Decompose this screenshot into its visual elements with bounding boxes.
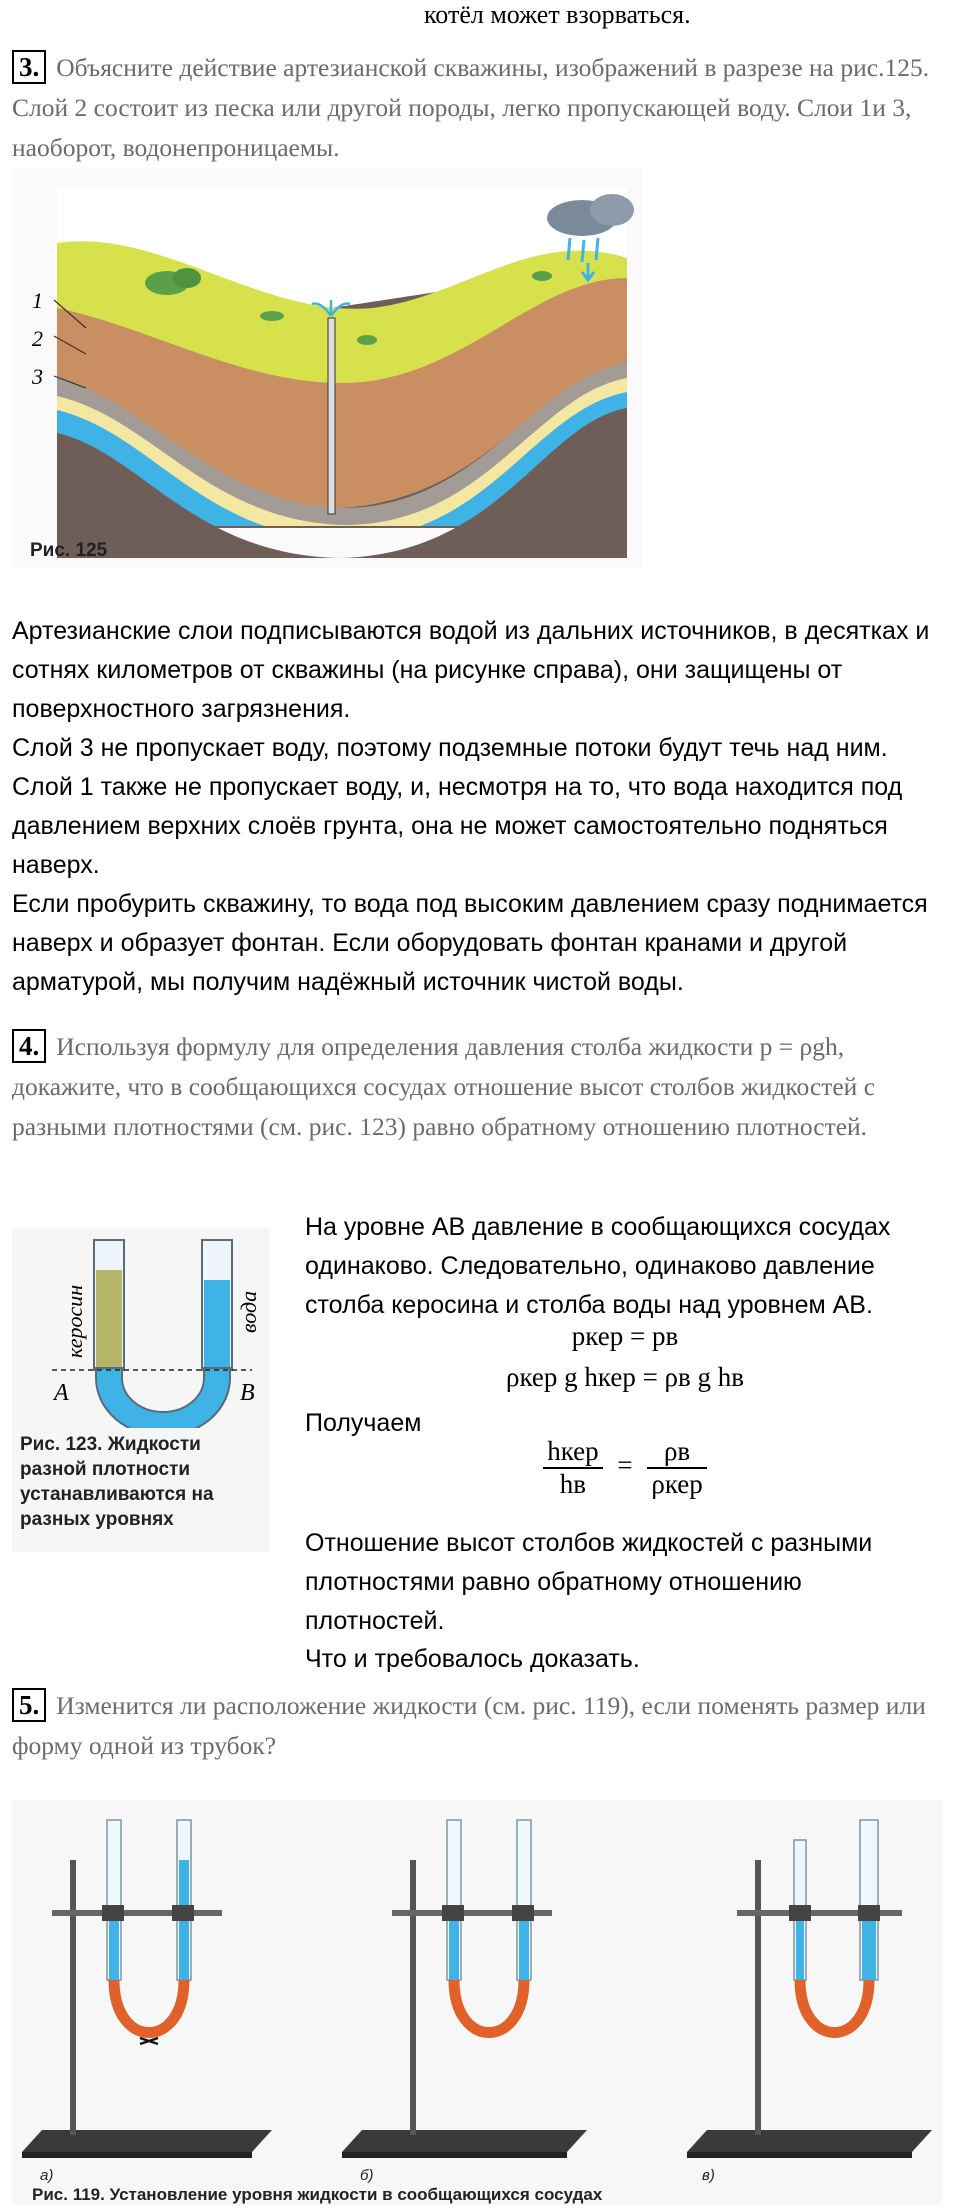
fraction-heights-denominator: hв	[559, 1469, 587, 1499]
artesian-well-diagram	[12, 168, 642, 568]
figure-119-caption: Рис. 119. Установление уровня жидкости в сообщающихся сосудах	[32, 2185, 603, 2204]
previous-answer-end: котёл может взорваться.	[424, 0, 691, 29]
question-4-text: Используя формулу для определения давления столба жидкости p = ρgh, докажите, что в сообщающихся сосудах отношение высот столбов жидкостей с разными плотностями (см. рис. 123) равно обратному отношению плотностей.	[12, 1032, 876, 1141]
point-a-label: A	[54, 1380, 69, 1406]
sub-label-a: а)	[40, 2167, 54, 2184]
question-3-number: 3.	[12, 50, 46, 84]
figure-123-caption: Рис. 123. Жидкости разной плотности устанавливаются на разных уровнях	[20, 1434, 214, 1530]
figure-125	[12, 168, 642, 568]
water-label: вода	[236, 1290, 261, 1333]
equation-2: ρкер g hкер = ρв g hв	[505, 1362, 745, 1392]
question-4	[12, 1027, 942, 1147]
answer-4-qed: Что и требовалось доказать.	[305, 1645, 640, 1673]
fraction-heights-numerator: hкер	[543, 1436, 602, 1469]
question-5	[12, 1686, 942, 1766]
result-label: Получаем	[305, 1409, 422, 1437]
point-b-label: B	[240, 1380, 255, 1406]
answer-4-intro: На уровне AB давление в сообщающихся сосудах одинаково. Следовательно, одинаково давление столба керосина и столба воды над уровнем AB.	[305, 1213, 891, 1319]
question-5-text: Изменится ли расположение жидкости (см. рис. 119), если поменять размер или форму одной из трубок?	[12, 1691, 926, 1760]
fraction-densities-denominator: ρкер	[651, 1469, 703, 1499]
question-5-number: 5.	[12, 1688, 46, 1722]
figure-119	[12, 1800, 942, 2205]
question-3-text: Объясните действие артезианской скважины, изображений в разрезе на рис.125. Слой 2 состоит из песка или другой породы, легко пропускающей воду. Слои 1и 3, наоборот, водонепроницаемы.	[12, 53, 930, 162]
u-tube-diagram	[12, 1228, 270, 1428]
question-4-number: 4.	[12, 1029, 46, 1063]
answer-3-paragraph-3: Если пробурить скважину, то вода под высоким давлением сразу поднимается наверх и образует фонтан. Если оборудовать фонтан кранами и другой арматурой, мы получим надёжный источник чистой воды.	[12, 890, 928, 996]
layer-label-3: 3	[32, 364, 43, 389]
equation-1: pкер = pв	[571, 1321, 679, 1351]
kerosene-label: керосин	[62, 1284, 87, 1358]
answer-3-paragraph-1: Артезианские слои подписываются водой из дальних источников, в десятках и сотнях километров от скважины (на рисунке справа), они защищены от поверхностного загрязнения.	[12, 617, 930, 723]
answer-3	[12, 612, 942, 1002]
layer-label-1: 1	[32, 288, 43, 313]
equation-rho-g-h	[305, 1362, 945, 1393]
sub-label-b: б)	[360, 2167, 374, 2184]
fraction-densities	[647, 1436, 706, 1500]
stand-c	[687, 1820, 932, 2158]
question-3	[12, 48, 942, 168]
answer-3-paragraph-2: Слой 3 не пропускает воду, поэтому подземные потоки будут течь над ним. Слой 1 также не пропускает воду, и, несмотря на то, что вода находится под давлением верхних слоёв грунта, она не может самостоятельно подняться наверх.	[12, 734, 903, 879]
layer-label-2: 2	[32, 326, 43, 351]
figure-123	[12, 1228, 270, 1552]
fraction-heights	[543, 1436, 602, 1500]
equation-ratio: $\frac{\text{hкер}}{hв}$ = $\frac{\rho в}{\text{ρкер}}$	[305, 1436, 945, 1500]
answer-4-conclusion: Отношение высот столбов жидкостей с разными плотностями равно обратному отношению плотностей.	[305, 1529, 873, 1635]
stand-a	[22, 1820, 272, 2158]
sub-label-c: в)	[702, 2167, 715, 2184]
figure-125-caption: Рис. 125	[30, 540, 108, 561]
communicating-vessels-diagram	[12, 1800, 942, 2205]
fraction-densities-numerator: ρв	[647, 1436, 706, 1469]
stand-b	[342, 1820, 587, 2158]
equation-pressure-equal	[305, 1321, 945, 1352]
